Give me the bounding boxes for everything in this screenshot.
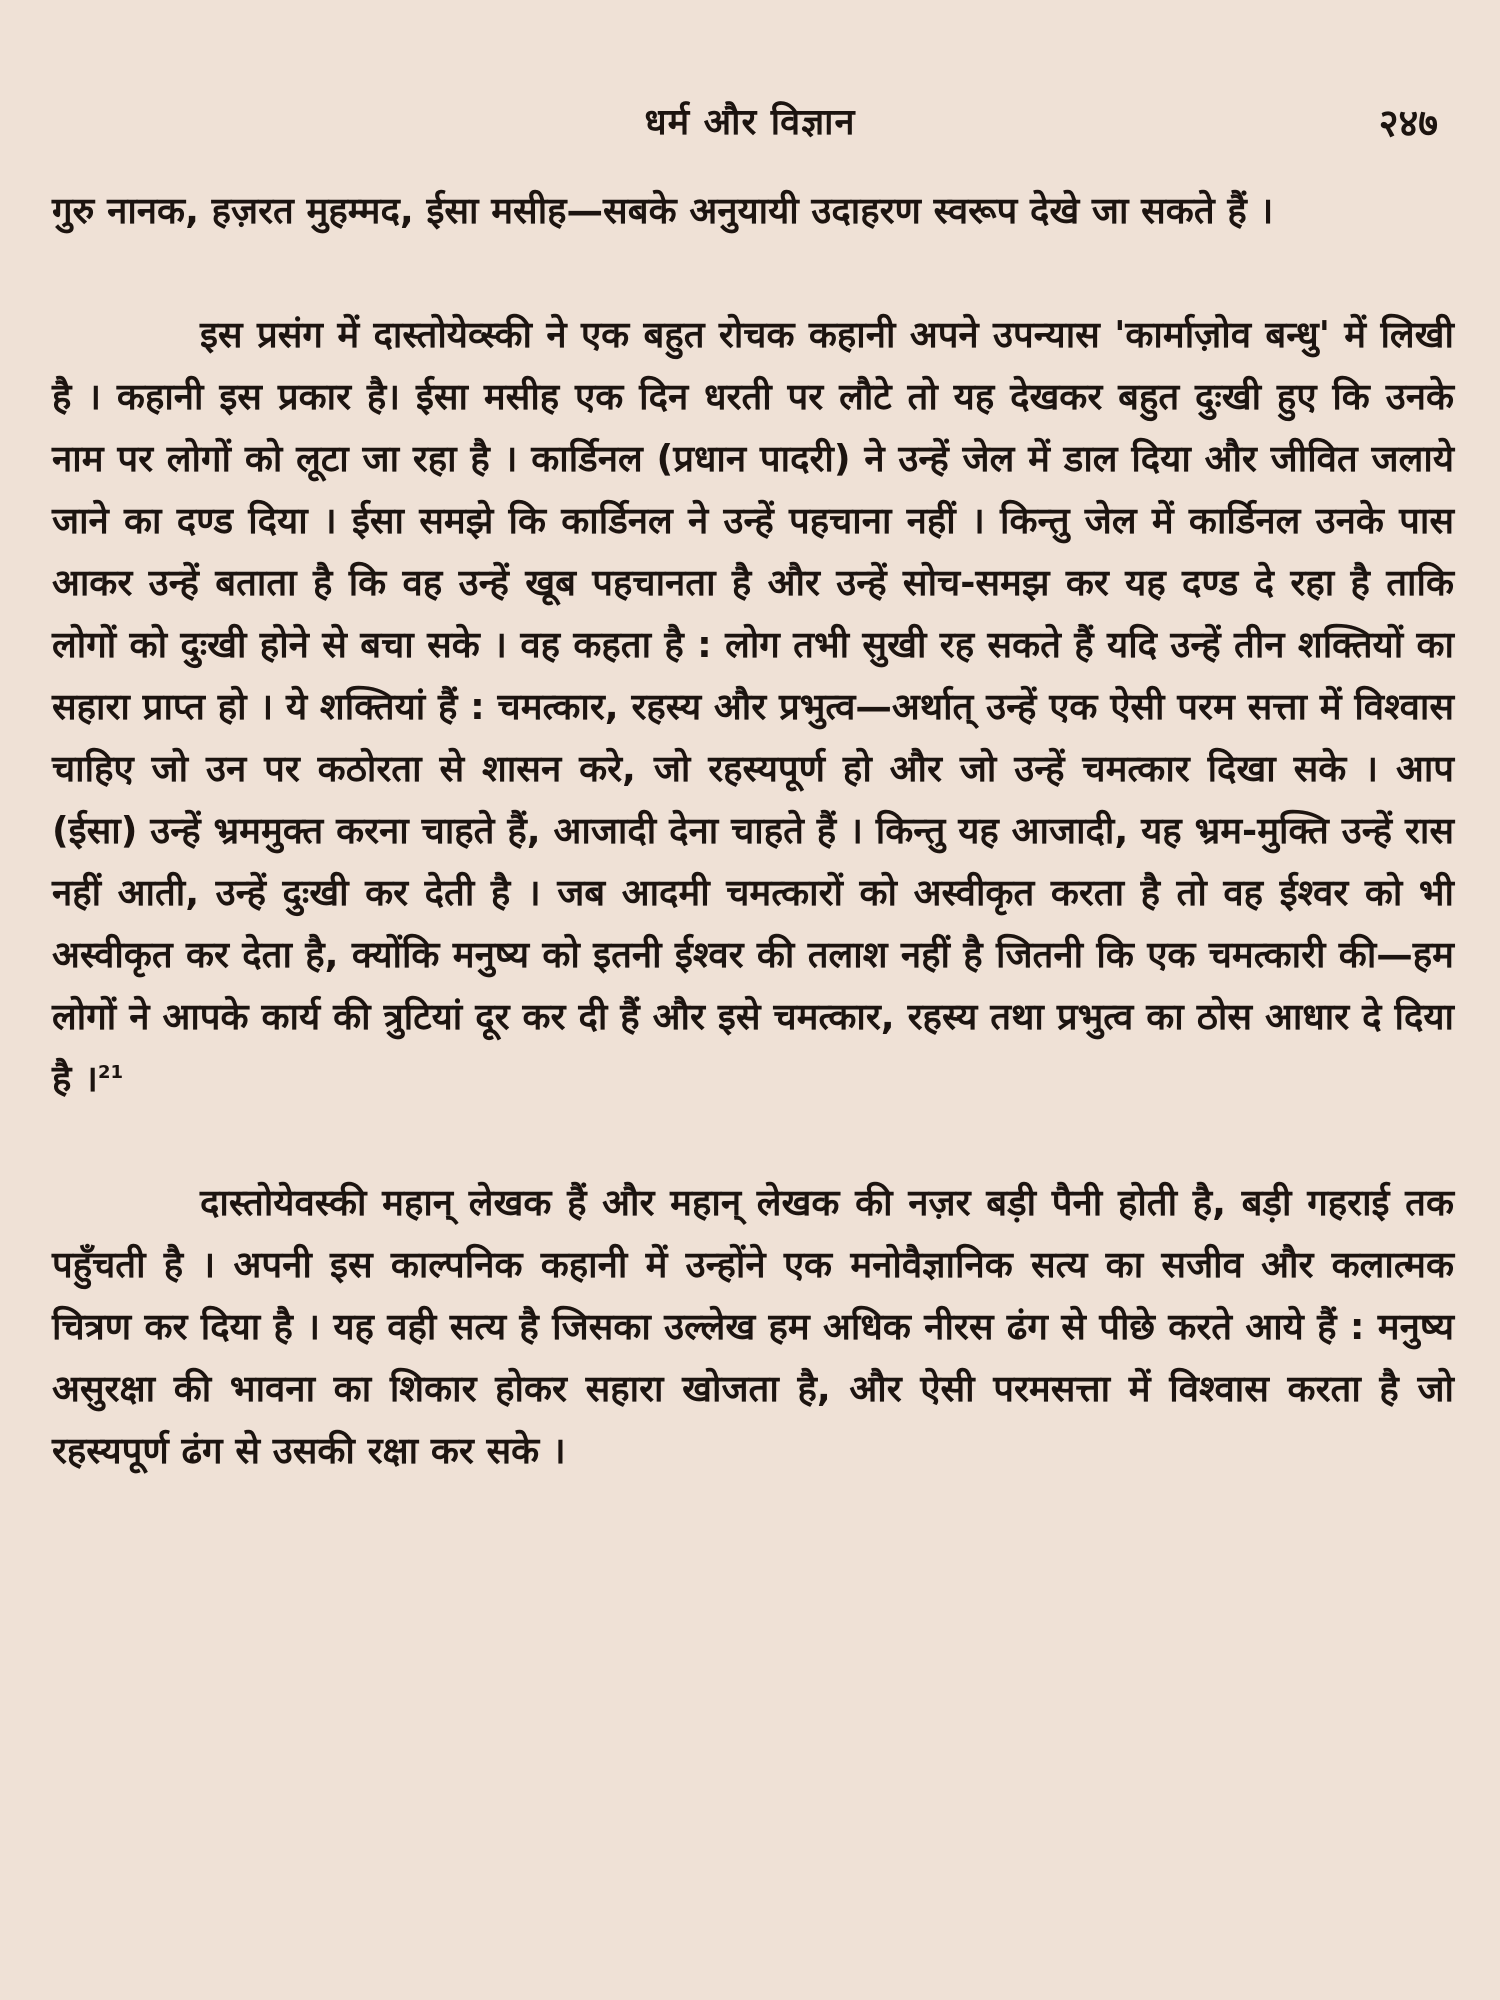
paragraph-text: इस प्रसंग में दास्तोयेव्स्की ने एक बहुत रोचक कहानी अपने उपन्यास 'कार्माज़ोव बन्धु' में लिखी है । कहानी इस प्रकार है। ईसा मसीह एक दिन धरती पर लौटे तो यह देखकर बहुत दुःखी हुए कि उनके नाम पर लोगों को लूटा जा रहा है । कार्डिनल (प्रधान पादरी) ने उन्हें जेल में डाल दिया और जीवित जलाये जाने का दण्ड दिया । ईसा समझे कि कार्डिनल ने उन्हें पहचाना नहीं । किन्तु जेल में कार्डिनल उनके पास आकर उन्हें बताता है कि वह उन्हें खूब पहचानता है और उन्हें सोच-समझ कर यह दण्ड दे रहा है ताकि लोगों को दुःखी होने से बचा सके । वह कहता है : लोग तभी सुखी रह सकते हैं यदि उन्हें तीन शक्तियों का सहारा प्राप्त हो । ये शक्तियां हैं : चमत्कार, रहस्य और प्रभुत्व—अर्थात् उन्हें एक ऐसी परम सत्ता में विश्वास चाहिए जो उन पर कठोरता से शासन करे, जो रहस्यपूर्ण हो और जो उन्हें चमत्कार दिखा सके । आप (ईसा) उन्हें भ्रममुक्त करना चाहते हैं, आजादी देना चाहते हैं । किन्तु यह आजादी, यह भ्रम-मुक्ति उन्हें रास नहीं आती, उन्हें दुःखी कर देती है । जब आदमी चमत्कारों को अस्वीकृत करता है तो वह ईश्वर को भी अस्वीकृत कर देता है, क्योंकि मनुष्य को इतनी ईश्वर की तलाश नहीं है जितनी कि एक चमत्कारी की—हम लोगों ने आपके कार्य की त्रुटियां दूर कर दी हैं और इसे चमत्कार, रहस्य तथा प्रभुत्व का ठोस आधार दे दिया है ।: [52, 313, 1454, 1100]
paragraph-dostoevsky-story: [52, 304, 1454, 1110]
paragraph-continuation: [52, 180, 1454, 242]
body-text: [52, 180, 1454, 1482]
running-header: [0, 96, 1500, 156]
paragraph-text: दास्तोयेवस्की महान् लेखक हैं और महान् लेखक की नज़र बड़ी पैनी होती है, बड़ी गहराई तक पहुँचती है । अपनी इस काल्पनिक कहानी में उन्होंने एक मनोवैज्ञानिक सत्य का सजीव और कलात्मक चित्रण कर दिया है । यह वही सत्य है जिसका उल्लेख हम अधिक नीरस ढंग से पीछे करते आये हैं : मनुष्य असुरक्षा की भावना का शिकार होकर सहारा खोजता है, और ऐसी परमसत्ता में विश्वास करता है जो रहस्यपूर्ण ढंग से उसकी रक्षा कर सके ।: [52, 1181, 1454, 1472]
page-number: २४७: [1378, 101, 1438, 145]
paragraph-commentary: [52, 1172, 1454, 1482]
running-title: धर्म और विज्ञान: [644, 102, 856, 143]
footnote-marker: 21: [97, 1061, 123, 1083]
paragraph-text: गुरु नानक, हज़रत मुहम्मद, ईसा मसीह—सबके अनुयायी उदाहरण स्वरूप देखे जा सकते हैं ।: [52, 189, 1274, 232]
